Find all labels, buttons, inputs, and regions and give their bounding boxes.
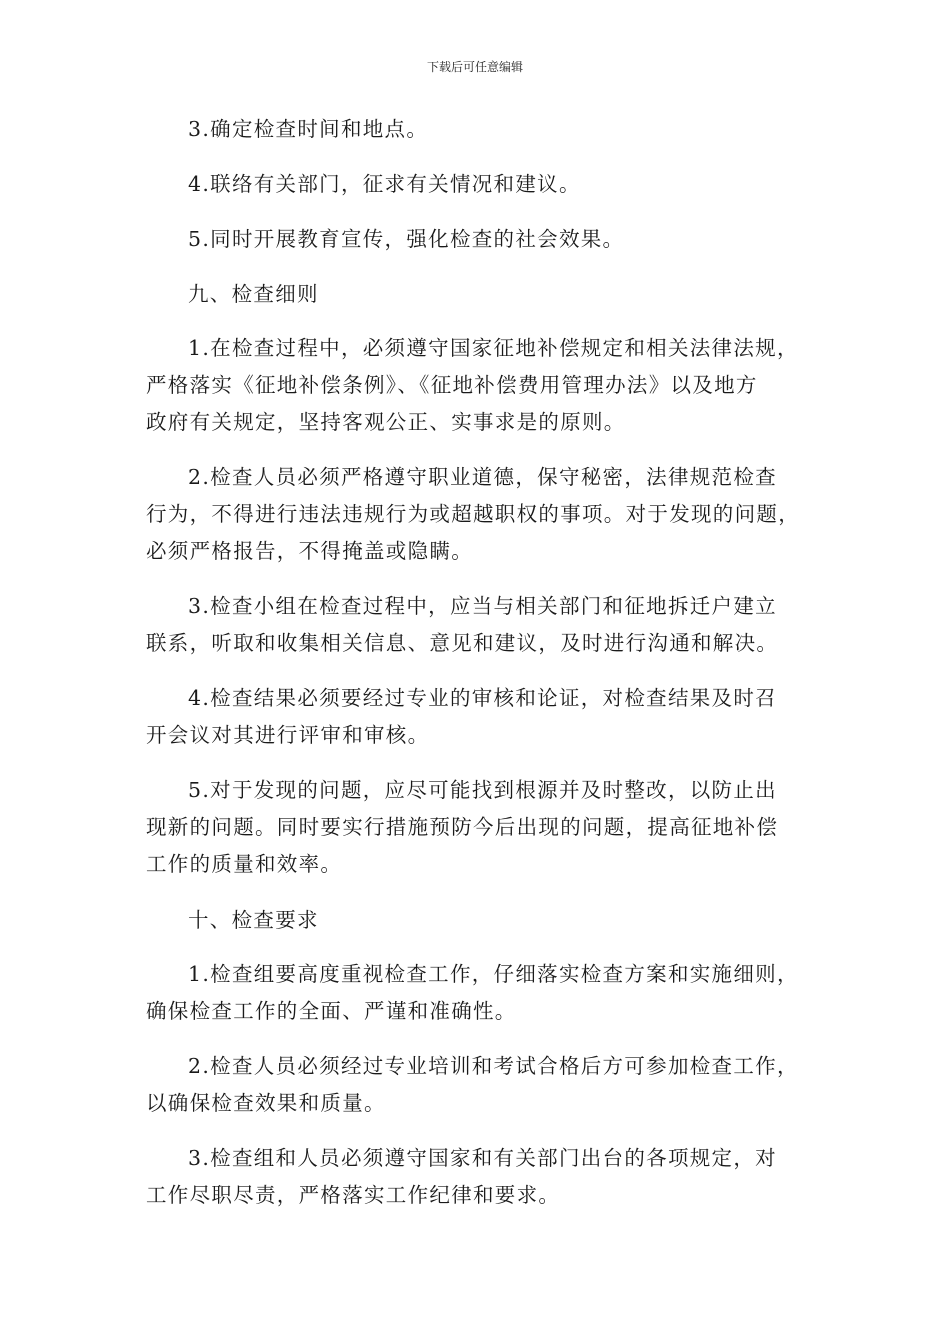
paragraph-line: 现新的问题。同时要实行措施预防今后出现的问题，提高征地补偿 — [146, 815, 779, 839]
paragraph-line: 5.对于发现的问题，应尽可能找到根源并及时整改，以防止出 — [188, 778, 777, 802]
paragraph-line: 3.检查组和人员必须遵守国家和有关部门出台的各项规定，对 — [188, 1146, 777, 1170]
item-text: 3.确定检查时间和地点。 — [188, 117, 429, 141]
paragraph-line: 必须严格报告，不得掩盖或隐瞒。 — [146, 539, 473, 563]
paragraph-line: 2.检查人员必须严格遵守职业道德，保守秘密，法律规范检查 — [188, 465, 777, 489]
paragraph-line: 工作的质量和效率。 — [146, 852, 343, 876]
paragraph-line: 1.在检查过程中，必须遵守国家征地补偿规定和相关法律法规， — [188, 336, 799, 360]
paragraph-line: 联系，听取和收集相关信息、意见和建议，及时进行沟通和解决。 — [146, 631, 779, 655]
paragraph-line: 3.检查小组在检查过程中，应当与相关部门和征地拆迁户建立 — [188, 594, 777, 618]
paragraph-line: 严格落实《征地补偿条例》、《征地补偿费用管理办法》以及地方 — [146, 373, 758, 397]
paragraph-line: 工作尽职尽责，严格落实工作纪律和要求。 — [146, 1183, 561, 1207]
section-heading: 九、检查细则 — [188, 282, 319, 306]
paragraph-line: 1.检查组要高度重视检查工作，仔细落实检查方案和实施细则， — [188, 962, 799, 986]
paragraph-line: 行为，不得进行违法违规行为或超越职权的事项。对于发现的问题， — [146, 502, 800, 526]
page-header-watermark: 下载后可任意编辑 — [426, 60, 523, 74]
item-text: 5.同时开展教育宣传，强化检查的社会效果。 — [188, 227, 625, 251]
paragraph-line: 2.检查人员必须经过专业培训和考试合格后方可参加检查工作， — [188, 1054, 799, 1078]
paragraph-line: 确保检查工作的全面、严谨和准确性。 — [146, 999, 517, 1023]
paragraph-line: 以确保检查效果和质量。 — [146, 1091, 386, 1115]
paragraph-line: 政府有关规定，坚持客观公正、实事求是的原则。 — [146, 410, 626, 434]
item-text: 4.联络有关部门，征求有关情况和建议。 — [188, 172, 581, 196]
paragraph-line: 开会议对其进行评审和审核。 — [146, 723, 430, 747]
paragraph-line: 4.检查结果必须要经过专业的审核和论证，对检查结果及时召 — [188, 686, 777, 710]
section-heading: 十、检查要求 — [188, 908, 319, 932]
